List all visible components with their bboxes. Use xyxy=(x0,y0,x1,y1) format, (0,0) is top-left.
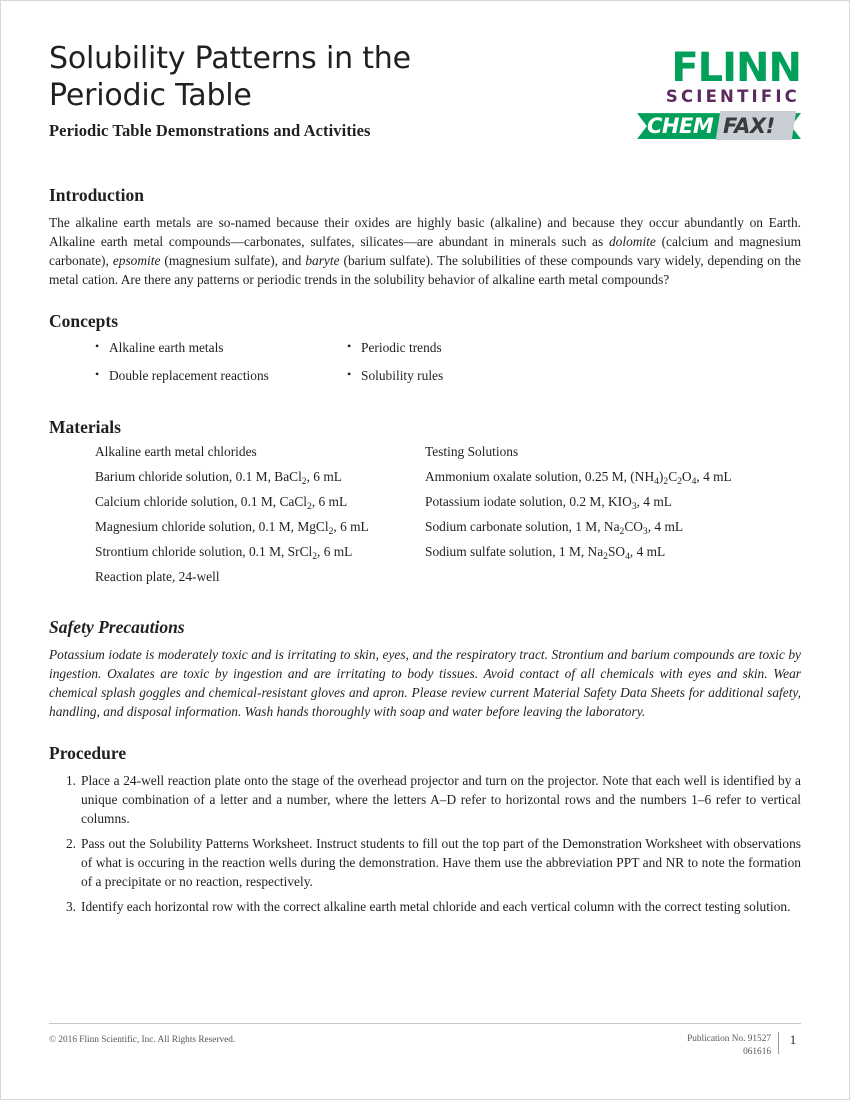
intro-term-baryte: baryte xyxy=(305,253,340,269)
material-label: Sodium sulfate solution, 1 M, Na xyxy=(425,543,604,559)
copyright-text: © 2016 Flinn Scientific, Inc. All Rights Reserved. xyxy=(49,1035,236,1045)
page-content xyxy=(49,41,801,922)
formula-subscript: 2 xyxy=(312,550,318,562)
document-header xyxy=(49,41,801,161)
material-amount: , 4 mL xyxy=(696,468,732,484)
section-procedure xyxy=(49,743,801,916)
materials-columns xyxy=(49,445,801,595)
material-label: Alkaline earth metal chlorides xyxy=(95,443,257,459)
materials-column-chlorides xyxy=(95,445,425,595)
materials-subheading: Testing Solutions xyxy=(425,443,519,459)
bullet-icon: • xyxy=(95,366,100,381)
flinn-scientific-logo xyxy=(633,45,801,141)
material-amount: , 4 mL xyxy=(636,493,672,509)
list-item xyxy=(425,468,797,487)
formula-subscript: 3 xyxy=(631,500,637,512)
material-label: Barium chloride solution, 0.1 M, BaCl xyxy=(95,468,302,484)
logo-brand-subtext: SCIENTIFIC xyxy=(665,87,800,106)
safety-body: Potassium iodate is moderately toxic and is irritating to skin, eyes, and the respiratory tract. Strontium and barium compounds are toxic by ingestion. Oxalates are toxic by ingestion and are irritating to body tissues. Avoid contact of all chemicals with eyes and skin. Wear chemical splash goggles and chemical-resistant gloves and apron. Please review current Material Safety Data Sheets for additional safety, handling, and disposal information. Wash hands thoroughly with soap and water before leaving the laboratory. xyxy=(49,646,801,719)
intro-seg-0: The alkaline earth metals are so-named because their oxides are highly basic (alkaline) and because they occur abundantly on Earth. Alkaline earth metal compounds—carbonates, sulfates, silicates—are abundant in minerals such as xyxy=(49,215,801,250)
concepts-columns xyxy=(49,339,801,395)
logo-brand-text: FLINN xyxy=(671,45,801,91)
introduction-body xyxy=(49,213,801,289)
formula-part: SO xyxy=(607,543,626,559)
publication-date-code: 061616 xyxy=(743,1047,771,1058)
bullet-icon: • xyxy=(347,339,352,354)
section-safety-precautions xyxy=(49,617,801,721)
procedure-list xyxy=(49,771,801,916)
material-label: Reaction plate, 24-well xyxy=(95,568,220,584)
materials-column-testing-solutions xyxy=(425,445,797,595)
formula-part: O xyxy=(681,468,692,484)
concept-label: Periodic trends xyxy=(361,340,442,356)
formula-subscript: 4 xyxy=(654,475,659,487)
concepts-column-1 xyxy=(95,339,347,395)
list-item xyxy=(95,445,425,458)
material-amount: , 6 mL xyxy=(333,518,369,534)
list-item xyxy=(95,543,425,562)
page-title-line2: Periodic Table xyxy=(49,77,252,113)
material-label: Sodium carbonate solution, 1 M, Na xyxy=(425,518,620,534)
formula-subscript: 2 xyxy=(307,500,312,512)
section-concepts xyxy=(49,311,801,395)
intro-term-dolomite: dolomite xyxy=(608,234,656,250)
safety-heading: Safety Precautions xyxy=(49,616,185,637)
concepts-heading: Concepts xyxy=(49,311,119,332)
formula-subscript: 2 xyxy=(619,525,625,537)
material-label: Potassium iodate solution, 0.2 M, KIO xyxy=(425,493,632,509)
list-item xyxy=(425,518,797,537)
list-item xyxy=(425,543,797,562)
material-label: Magnesium chloride solution, 0.1 M, MgCl xyxy=(95,518,329,534)
list-item xyxy=(425,445,797,458)
concept-label: Solubility rules xyxy=(361,367,444,383)
bullet-icon: • xyxy=(347,366,352,381)
materials-heading: Materials xyxy=(49,416,121,437)
formula-subscript: 2 xyxy=(663,475,669,487)
banner-fax-text: FAX! xyxy=(723,114,775,139)
page-footer xyxy=(49,1023,801,1057)
list-item: Pass out the Solubility Patterns Worksheet. Instruct students to fill out the top part of the Demonstration Worksheet with observations of what is occuring in the reaction wells during the demonstration. Have them use the abbreviation PPT and NR to note the formation of a precipitate or no reaction, respectively. xyxy=(81,836,801,890)
material-amount: , 4 mL xyxy=(647,518,684,534)
introduction-heading: Introduction xyxy=(49,185,144,205)
list-item: Identify each horizontal row with the correct alkaline earth metal chloride and each vertical column with the correct testing solution. xyxy=(81,899,791,915)
formula-subscript: 2 xyxy=(301,475,307,487)
material-label: Strontium chloride solution, 0.1 M, SrCl xyxy=(95,543,313,559)
page-subtitle: Periodic Table Demonstrations and Activities xyxy=(49,121,371,141)
formula-subscript: 4 xyxy=(691,475,697,487)
footer-separator xyxy=(778,1032,779,1054)
publication-number: Publication No. 91527 xyxy=(687,1034,771,1044)
list-item xyxy=(347,339,599,358)
formula-subscript: 2 xyxy=(677,475,682,487)
page-title-line1: Solubility Patterns in the xyxy=(49,41,411,76)
publication-info xyxy=(687,1033,771,1060)
banner-chem-text: CHEM xyxy=(647,114,714,139)
procedure-heading: Procedure xyxy=(49,742,127,763)
formula-part: ) xyxy=(658,468,664,484)
material-amount: , 6 mL xyxy=(306,468,342,484)
section-introduction xyxy=(49,185,801,289)
concept-label: Double replacement reactions xyxy=(109,367,269,383)
list-item: Place a 24-well reaction plate onto the stage of the overhead projector and turn on the projector. Note that each well is identified by a unique combination of a letter and a number, where the letters A–D refer to horizontal rows and the numbers 1–6 refer to vertical columns. xyxy=(81,772,801,827)
material-amount: , 6 mL xyxy=(311,493,348,509)
formula-part: C xyxy=(668,468,678,484)
material-label: Ammonium oxalate solution, 0.25 M, (NH xyxy=(425,468,655,484)
material-label: Calcium chloride solution, 0.1 M, CaCl xyxy=(95,493,308,509)
list-item xyxy=(95,367,347,386)
formula-subscript: 3 xyxy=(642,525,648,537)
list-item xyxy=(95,468,425,487)
material-amount: , 4 mL xyxy=(629,543,666,559)
page-title xyxy=(49,41,609,114)
formula-subscript: 4 xyxy=(625,550,630,562)
list-item xyxy=(95,570,425,583)
intro-seg-6: (barium sulfate). The solubilities of these compounds vary widely, depending on the metal cation. Are there any patterns or periodic trends in the solubility behavior of alkaline earth metal compounds? xyxy=(49,253,801,288)
list-item xyxy=(95,493,425,512)
chemfax-banner xyxy=(633,111,801,141)
formula-subscript: 2 xyxy=(328,525,334,537)
intro-seg-4: (magnesium sulfate), and xyxy=(160,253,306,269)
formula-subscript: 2 xyxy=(603,550,608,562)
list-item xyxy=(347,367,599,386)
concepts-column-2 xyxy=(347,339,599,395)
intro-seg-2: (calcium and magnesium carbonate), xyxy=(49,234,801,269)
page-number: 1 xyxy=(789,1033,797,1047)
concept-label: Alkaline earth metals xyxy=(109,340,224,356)
bullet-icon: • xyxy=(95,339,100,354)
list-item xyxy=(95,339,347,358)
title-block xyxy=(49,41,609,141)
footer-divider xyxy=(49,1023,801,1024)
formula-part: CO xyxy=(624,518,643,534)
material-amount: , 6 mL xyxy=(317,543,353,559)
section-materials xyxy=(49,417,801,595)
list-item xyxy=(95,518,425,537)
list-item xyxy=(425,493,797,512)
intro-term-epsomite: epsomite xyxy=(112,253,161,269)
